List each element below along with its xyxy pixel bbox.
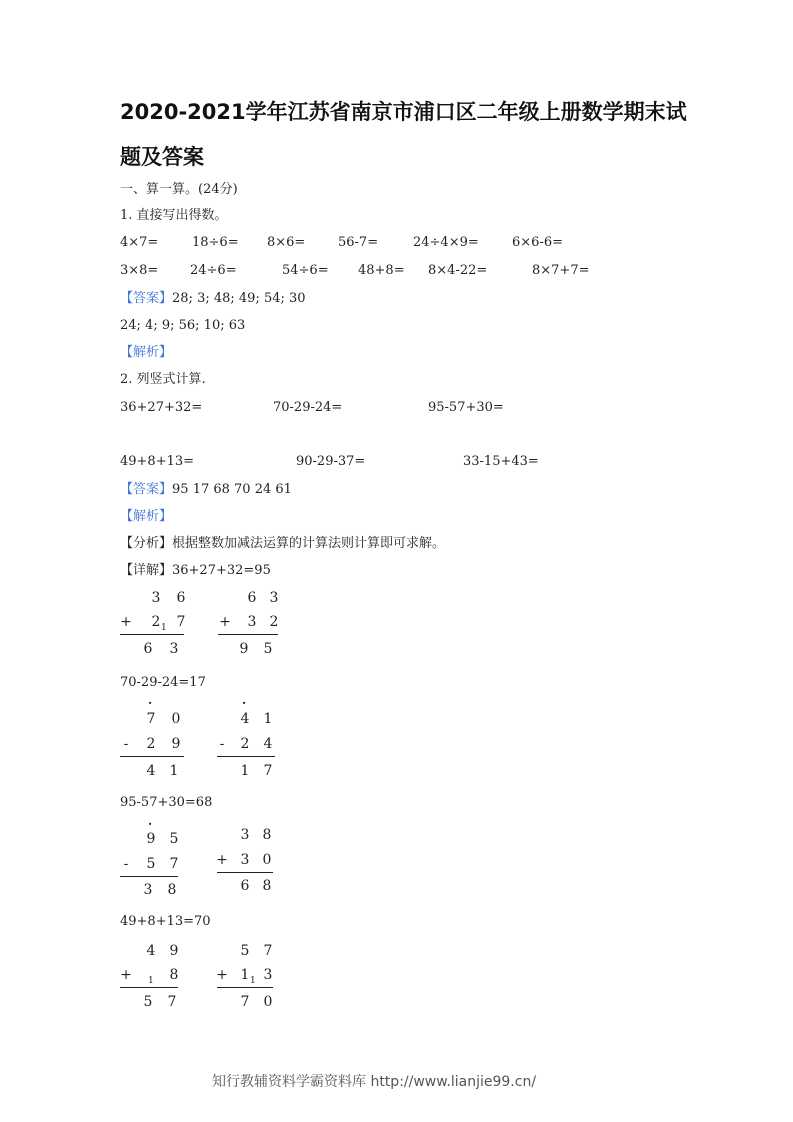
- q1-expr: 8×6=: [267, 235, 306, 250]
- vertical-rule: [120, 876, 178, 877]
- vertical-digit: 9: [239, 641, 249, 657]
- q2-analysis-tag: 【解析】: [120, 509, 173, 524]
- vertical-digit: 9: [146, 831, 156, 847]
- vertical-digit: 4: [240, 711, 250, 727]
- document-title-line1: 2020-2021学年江苏省南京市浦口区二年级上册数学期末试: [120, 100, 687, 124]
- q2-expr: 90-29-37=: [296, 454, 366, 469]
- vertical-rule: [120, 756, 184, 757]
- answer-text: 95 17 68 70 24 61: [172, 482, 292, 497]
- vertical-digit: -: [123, 856, 129, 872]
- q1-expr: 24÷4×9=: [413, 235, 479, 250]
- vertical-digit: 7: [263, 763, 273, 779]
- vertical-digit: -: [123, 736, 129, 752]
- answer-text: 28; 3; 48; 49; 54; 30: [172, 291, 306, 306]
- vertical-digit: 6: [247, 590, 257, 606]
- vertical-rule: [217, 987, 273, 988]
- vertical-digit: 7: [240, 994, 250, 1010]
- vertical-digit: 3: [169, 641, 179, 657]
- vertical-digit: +: [219, 614, 231, 630]
- vertical-digit: +: [216, 967, 228, 983]
- vertical-digit: 8: [262, 827, 272, 843]
- vertical-digit: 3: [263, 967, 273, 983]
- vertical-rule: [217, 756, 275, 757]
- document-title-line2: 题及答案: [120, 145, 204, 169]
- q2-eq2: 70-29-24=17: [120, 675, 206, 690]
- q2-detail: 【详解】36+27+32=95: [120, 563, 271, 578]
- q2-expr: 49+8+13=: [120, 454, 195, 469]
- vertical-digit: 8: [167, 882, 177, 898]
- vertical-digit: 3: [247, 614, 257, 630]
- vertical-digit: +: [120, 614, 132, 630]
- vertical-digit: 5: [169, 831, 179, 847]
- vertical-digit: 1: [169, 763, 179, 779]
- vertical-digit: 7: [263, 943, 273, 959]
- section-heading: 一、算一算。(24分): [120, 182, 238, 197]
- vertical-digit: 5: [240, 943, 250, 959]
- vertical-rule: [120, 987, 178, 988]
- vertical-rule: [218, 634, 278, 635]
- vertical-rule: [217, 872, 273, 873]
- q2-eq4: 49+8+13=70: [120, 914, 211, 929]
- vertical-digit: 0: [171, 711, 181, 727]
- vertical-digit: 7: [176, 614, 186, 630]
- vertical-digit: 9: [171, 736, 181, 752]
- q1-answer: [120, 291, 306, 307]
- vertical-digit: 6: [176, 590, 186, 606]
- vertical-digit: 3: [240, 827, 250, 843]
- q1-expr: 24÷6=: [190, 263, 237, 278]
- vertical-digit: 5: [143, 994, 153, 1010]
- q1-expr: 54÷6=: [282, 263, 329, 278]
- vertical-digit: 7: [146, 711, 156, 727]
- q2-expr: 33-15+43=: [463, 454, 539, 469]
- vertical-digit: 0: [263, 994, 273, 1010]
- footer-watermark: 知行教辅资料学霸资料库 http://www.lianjie99.cn/: [212, 1074, 537, 1090]
- borrow-dot: ·: [242, 696, 247, 710]
- q1-expr: 8×7+7=: [532, 263, 590, 278]
- q1-expr: 3×8=: [120, 263, 159, 278]
- q2-eq3: 95-57+30=68: [120, 795, 213, 810]
- vertical-digit: 6: [143, 641, 153, 657]
- borrow-dot: ·: [148, 817, 153, 831]
- answer-tag: 【答案】: [120, 291, 173, 306]
- vertical-digit: +: [216, 852, 228, 868]
- vertical-digit: 2: [269, 614, 279, 630]
- vertical-digit: 5: [263, 641, 273, 657]
- q2-answer: [120, 482, 292, 498]
- q1-expr: 4×7=: [120, 235, 159, 250]
- vertical-digit: -: [219, 736, 225, 752]
- q1-analysis-tag: 【解析】: [120, 345, 173, 360]
- q2-expr: 95-57+30=: [428, 400, 504, 415]
- answer-tag: 【答案】: [120, 482, 173, 497]
- q1-expr: 56-7=: [338, 235, 379, 250]
- question-2-heading: 2. 列竖式计算.: [120, 372, 206, 387]
- vertical-digit: 1: [240, 967, 250, 983]
- vertical-rule: [120, 634, 184, 635]
- vertical-digit: 9: [169, 943, 179, 959]
- vertical-digit: 8: [262, 878, 272, 894]
- vertical-digit: 4: [146, 763, 156, 779]
- vertical-digit: 4: [146, 943, 156, 959]
- vertical-digit: +: [120, 967, 132, 983]
- vertical-digit: 6: [240, 878, 250, 894]
- vertical-digit: 7: [167, 994, 177, 1010]
- q1-expr: 18÷6=: [192, 235, 239, 250]
- vertical-digit: 3: [143, 882, 153, 898]
- q2-fenxi: 【分析】根据整数加减法运算的计算法则计算即可求解。: [120, 536, 446, 551]
- vertical-digit: 2: [146, 736, 156, 752]
- vertical-digit: 4: [263, 736, 273, 752]
- vertical-digit: 3: [269, 590, 279, 606]
- borrow-dot: ·: [148, 696, 153, 710]
- vertical-digit: 2: [151, 614, 161, 630]
- vertical-digit: 3: [240, 852, 250, 868]
- carry-digit: 1: [250, 976, 256, 986]
- q1-expr: 8×4-22=: [428, 263, 488, 278]
- vertical-digit: 2: [240, 736, 250, 752]
- vertical-digit: 3: [151, 590, 161, 606]
- vertical-digit: 1: [240, 763, 250, 779]
- q1-answer-line2: 24; 4; 9; 56; 10; 63: [120, 318, 246, 333]
- vertical-digit: 0: [262, 852, 272, 868]
- carry-digit: 1: [148, 976, 154, 986]
- vertical-digit: 7: [169, 856, 179, 872]
- q2-expr: 70-29-24=: [273, 400, 343, 415]
- q2-expr: 36+27+32=: [120, 400, 203, 415]
- carry-digit: 1: [161, 623, 167, 633]
- q1-expr: 48+8=: [358, 263, 405, 278]
- vertical-digit: 5: [146, 856, 156, 872]
- vertical-digit: 1: [263, 711, 273, 727]
- question-1-heading: 1. 直接写出得数。: [120, 208, 228, 223]
- q1-expr: 6×6-6=: [512, 235, 563, 250]
- vertical-digit: 8: [169, 967, 179, 983]
